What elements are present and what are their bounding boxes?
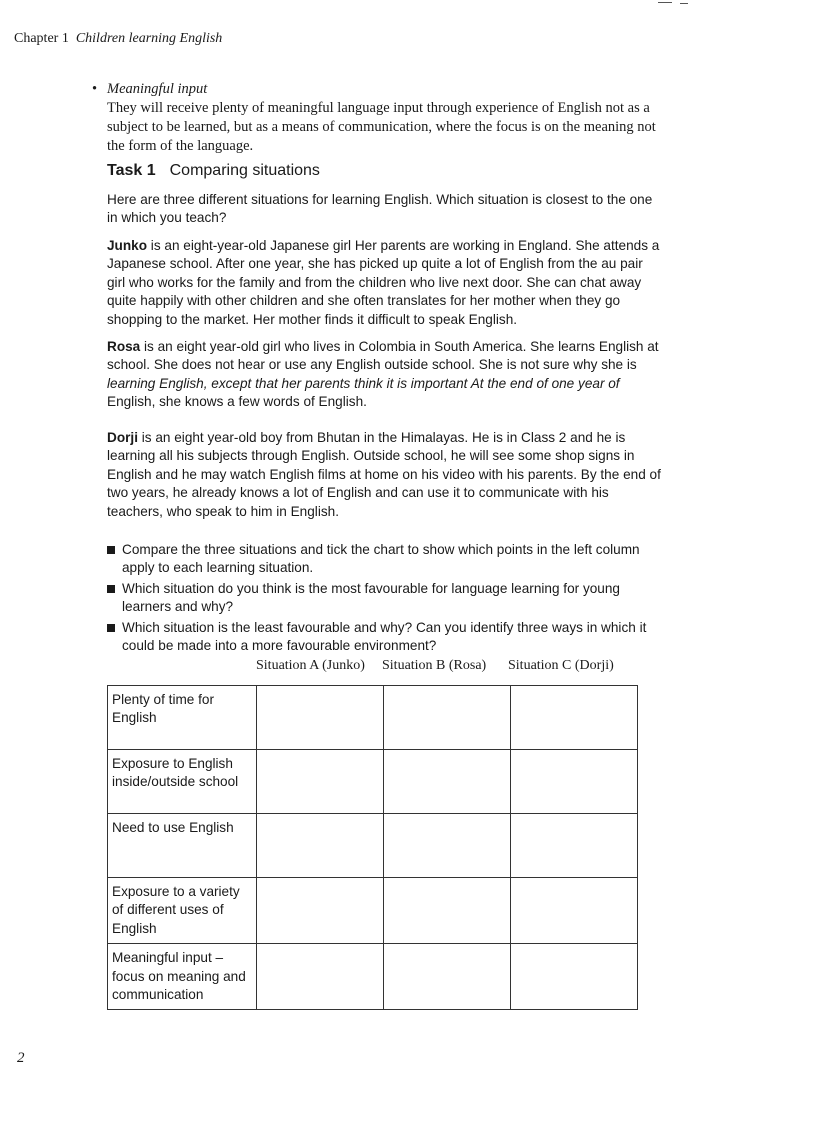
table-row [108, 944, 638, 1010]
text: is an eight year-old girl who lives in Colombia in South America. She learns English at school. She does not hear or use any English outside school. She is not sure why she is [107, 339, 659, 373]
task-heading [107, 162, 320, 180]
tick-cell[interactable] [257, 878, 384, 944]
row-label: Plenty of time for English [108, 686, 257, 750]
name: Dorji [107, 430, 138, 445]
question-text: Which situation is the least favourable and why? Can you identify three ways in which it could be made into a more favourable environment? [122, 619, 647, 654]
situation-rosa [107, 338, 663, 412]
chapter-label: Chapter 1 [14, 31, 69, 46]
question-text: Compare the three situations and tick the chart to show which points in the left column apply to each learning situation. [122, 542, 640, 576]
text: is an eight-year-old Japanese girl Her parents are working in England. She attends a Japanese school. After one year, she has picked up quite a lot of English from the au pair girl who works for the family and from the children who live next door. She can chat away quite happily with other children and she often translates for her mother when they go shopping to the market. Her mother finds it difficult to speak English. [107, 238, 660, 327]
tick-cell[interactable] [257, 750, 384, 814]
name: Junko [107, 238, 148, 253]
row-label: Exposure to a variety of different uses of English [108, 878, 257, 944]
tick-cell[interactable] [511, 878, 638, 944]
row-label: Need to use English [108, 814, 257, 878]
question-item [107, 619, 667, 656]
table-row [108, 750, 638, 814]
text-tail: English, she knows a few words of English. [107, 394, 367, 410]
bullet-dot-icon: • [92, 81, 98, 97]
square-bullet-icon [107, 624, 115, 632]
row-label: Meaningful input – focus on meaning and communication [108, 944, 257, 1010]
tick-cell[interactable] [384, 944, 511, 1010]
column-header: Situation C (Dorji) [508, 658, 614, 673]
tick-cell[interactable] [384, 878, 511, 944]
row-label: Exposure to English inside/outside school [108, 750, 257, 814]
tick-cell[interactable] [384, 686, 511, 750]
italic-text: learning English, except that her parents think it is important At the end of one year of [107, 375, 620, 391]
column-header: Situation B (Rosa) [382, 658, 487, 673]
tick-cell[interactable] [384, 750, 511, 814]
situation-dorji [107, 429, 663, 521]
situation-junko [107, 237, 663, 329]
table-row [108, 686, 638, 750]
square-bullet-icon [107, 585, 115, 593]
question-text: Which situation do you think is the most favourable for language learning for young learners and why? [122, 580, 620, 615]
question-item [107, 580, 667, 617]
scan-marks [658, 2, 692, 6]
question-item [107, 541, 667, 578]
task-number: Task 1 [107, 162, 156, 179]
table-row [108, 814, 638, 878]
page-number: 2 [17, 1050, 25, 1066]
tick-cell[interactable] [257, 944, 384, 1010]
tick-cell[interactable] [257, 814, 384, 878]
name: Rosa [107, 339, 141, 354]
square-bullet-icon [107, 546, 115, 554]
task-title: Comparing situations [169, 162, 320, 179]
tick-cell[interactable] [257, 686, 384, 750]
bullet-meaningful-input [92, 80, 662, 156]
intro-paragraph: Here are three different situations for learning English. Which situation is closest to the one in which you teach? [107, 192, 653, 226]
tick-cell[interactable] [384, 814, 511, 878]
table-row [108, 878, 638, 944]
tick-cell[interactable] [511, 686, 638, 750]
chapter-title: Children learning English [75, 31, 223, 46]
text: is an eight year-old boy from Bhutan in the Himalayas. He is in Class 2 and he is learning all his subjects through English. Outside school, he will see some shop signs in English and he may watch English films at home on his video with his parents. By the end of two years, he already knows a lot of English and can use it to communicate with his teachers, who speak to him in English. [107, 430, 661, 519]
tick-cell[interactable] [511, 750, 638, 814]
tick-cell[interactable] [511, 944, 638, 1010]
running-header [14, 31, 222, 47]
bullet-text: They will receive plenty of meaningful language input through experience of English not as a subject to be learned, but as a means of communication, where the focus is on the meaning not the form of the language. [107, 100, 656, 154]
bullet-heading: Meaningful input [107, 81, 208, 97]
column-header: Situation A (Junko) [256, 658, 365, 673]
tick-cell[interactable] [511, 814, 638, 878]
comparison-table [107, 685, 638, 1010]
table-column-headers [256, 658, 636, 674]
question-list [107, 541, 667, 657]
